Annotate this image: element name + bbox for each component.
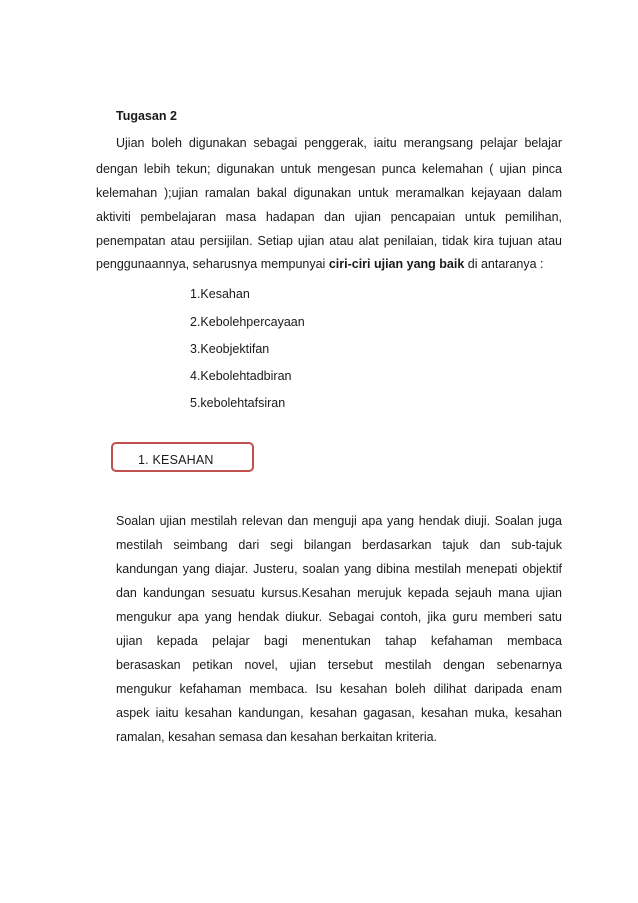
list-item: 3.Keobjektifan (190, 342, 270, 356)
paragraph1-last-line (96, 256, 562, 272)
paragraph1-last-line-end: di antaranya : (464, 257, 544, 271)
list-item: 4.Kebolehtadbiran (190, 369, 292, 383)
list-item: 5.kebolehtafsiran (190, 396, 286, 410)
paragraph2-line: dan kandungan sesuatu kursus.Kesahan merujuk kepada sejauh mana ujian (116, 586, 562, 600)
paragraph2-line: Soalan ujian mestilah relevan dan menguji apa yang hendak diuji. Soalan juga (116, 514, 562, 528)
paragraph2-line: mengukur kefahaman membaca. Isu kesahan boleh dilihat daripada enam (116, 682, 562, 696)
page-heading: Tugasan 2 (116, 109, 177, 123)
section-heading: 1. KESAHAN (138, 453, 214, 467)
paragraph1-bold-phrase: ciri-ciri ujian yang baik (328, 257, 465, 271)
paragraph2-line: mengukur apa yang hendak diukur. Sebagai contoh, jika guru memberi satu (116, 610, 562, 624)
list-item: 2.Kebolehpercayaan (190, 315, 305, 329)
paragraph2-last-line: ramalan, kesahan semasa dan kesahan berkaitan kriteria. (116, 730, 438, 744)
paragraph2-line: kandungan yang diajar. Justeru, soalan yang dibina mestilah menepati objektif (116, 562, 562, 576)
paragraph1-line: penempatan atau persijilan. Setiap ujian atau alat penilaian, tidak kira tujuan atau (96, 234, 562, 248)
list-item: 1.Kesahan (190, 287, 250, 301)
paragraph1-line: Ujian boleh digunakan sebagai penggerak, iaitu merangsang pelajar belajar (116, 136, 562, 150)
paragraph2-line: mestilah seimbang dari segi bilangan berdasarkan tajuk dan sub-tajuk (116, 538, 562, 552)
paragraph2-line: berasaskan petikan novel, ujian tersebut mestilah dengan sebenarnya (116, 658, 562, 672)
paragraph1-last-line-start: penggunaannya, seharusnya mempunyai (96, 257, 329, 271)
paragraph2-line: ujian kepada pelajar bagi menentukan tahap kefahaman membaca (116, 634, 562, 648)
paragraph2-line: aspek iaitu kesahan kandungan, kesahan gagasan, kesahan muka, kesahan (116, 706, 562, 720)
paragraph1-line: aktiviti pembelajaran masa hadapan dan ujian pencapaian untuk pemilihan, (96, 210, 562, 224)
paragraph1-line: dengan lebih tekun; digunakan untuk mengesan punca kelemahan ( ujian pinca (96, 162, 562, 176)
paragraph1-line: kelemahan );ujian ramalan bakal digunakan untuk meramalkan kejayaan dalam (96, 186, 562, 200)
